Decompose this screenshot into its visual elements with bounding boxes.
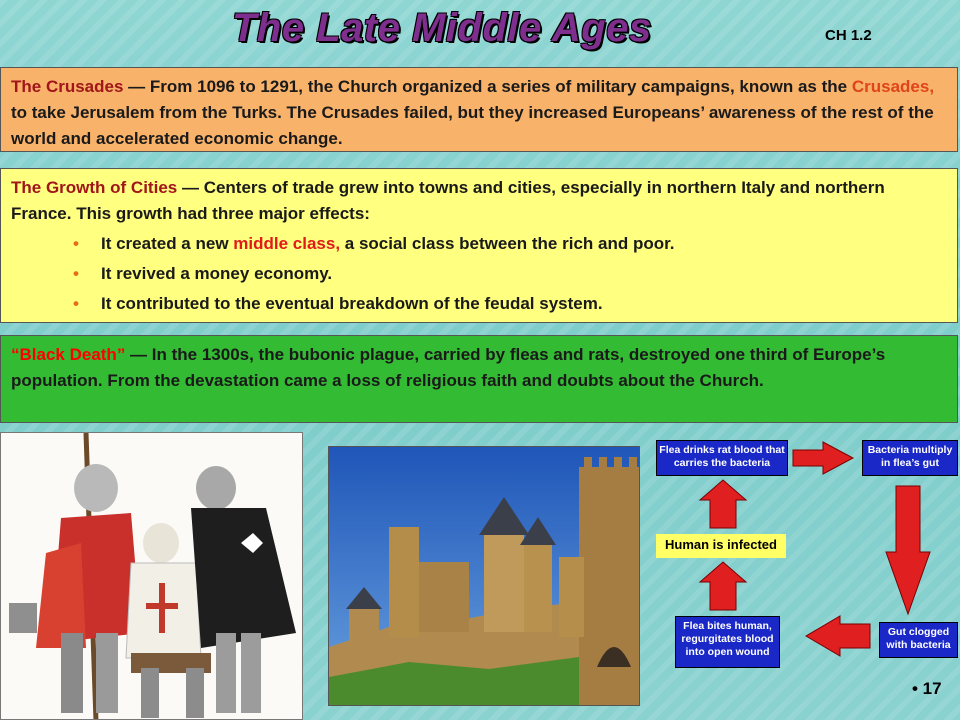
flow-step-human-infected: Human is infected xyxy=(656,534,786,558)
arrow-up-lower xyxy=(700,562,746,610)
chapter-reference: CH 1.2 xyxy=(825,27,872,44)
cities-text: Centers of trade grew into towns and cities, especially in northern Italy and northern France. This growth had three major effects: xyxy=(11,178,885,223)
bullet-1-post: a social class between the rich and poor. xyxy=(340,234,675,253)
cities-heading: The Growth of Cities xyxy=(11,178,178,197)
cities-bullet-3 xyxy=(63,291,947,317)
page-number: • 17 xyxy=(912,679,942,698)
slide-title: The Late Middle Ages xyxy=(232,6,652,50)
black-death-box xyxy=(0,335,958,423)
castle-photo xyxy=(328,446,640,706)
crusaders-drawing xyxy=(1,433,303,720)
crusades-text-1: From 1096 to 1291, the Church organized a series of military campaigns, known as the xyxy=(149,77,852,96)
cities-dash: — xyxy=(177,178,204,197)
plague-cycle-diagram xyxy=(648,434,960,670)
crusades-box xyxy=(0,67,958,152)
flow-step-rat-blood: Flea drinks rat blood that carries the bacteria xyxy=(656,440,788,476)
bullet-2-text: It revived a money economy. xyxy=(101,264,333,283)
arrow-up-upper xyxy=(700,480,746,528)
crusades-heading: The Crusades xyxy=(11,77,124,96)
cities-intro xyxy=(11,175,947,227)
bullet-3-text: It contributed to the eventual breakdown of the feudal system. xyxy=(101,294,603,313)
crusaders-illustration xyxy=(0,432,303,720)
crusades-text-2: to take Jerusalem from the Turks. The Crusades failed, but they increased Europeans’ awareness of the rest of the world and accelerated economic change. xyxy=(11,103,934,148)
flow-step-gut-clogged: Gut clogged with bacteria xyxy=(879,622,958,658)
arrow-right xyxy=(793,442,853,474)
crusades-dash: — xyxy=(123,77,150,96)
cities-bullet-2 xyxy=(63,261,947,287)
flow-arrows xyxy=(648,434,960,670)
arrow-down xyxy=(886,486,930,614)
flow-step-flea-bites: Flea bites human, regurgitates blood into open wound xyxy=(675,616,780,668)
black-death-dash: — xyxy=(125,345,152,364)
crusades-highlight: Crusades, xyxy=(851,77,935,96)
black-death-text: In the 1300s, the bubonic plague, carried by fleas and rats, destroyed one third of Europe’s population. From the devastation came a loss of religious faith and doubts about the Church. xyxy=(11,345,886,390)
cities-bullet-1 xyxy=(63,231,947,257)
cities-box xyxy=(0,168,958,323)
flow-step-bacteria-multiply: Bacteria multiply in flea’s gut xyxy=(862,440,958,476)
black-death-heading: “Black Death” xyxy=(11,345,126,364)
bullet-1-pre: It created a new xyxy=(101,234,234,253)
castle-drawing xyxy=(329,447,640,706)
arrow-left xyxy=(806,616,870,656)
bullet-1-highlight: middle class, xyxy=(233,234,341,253)
